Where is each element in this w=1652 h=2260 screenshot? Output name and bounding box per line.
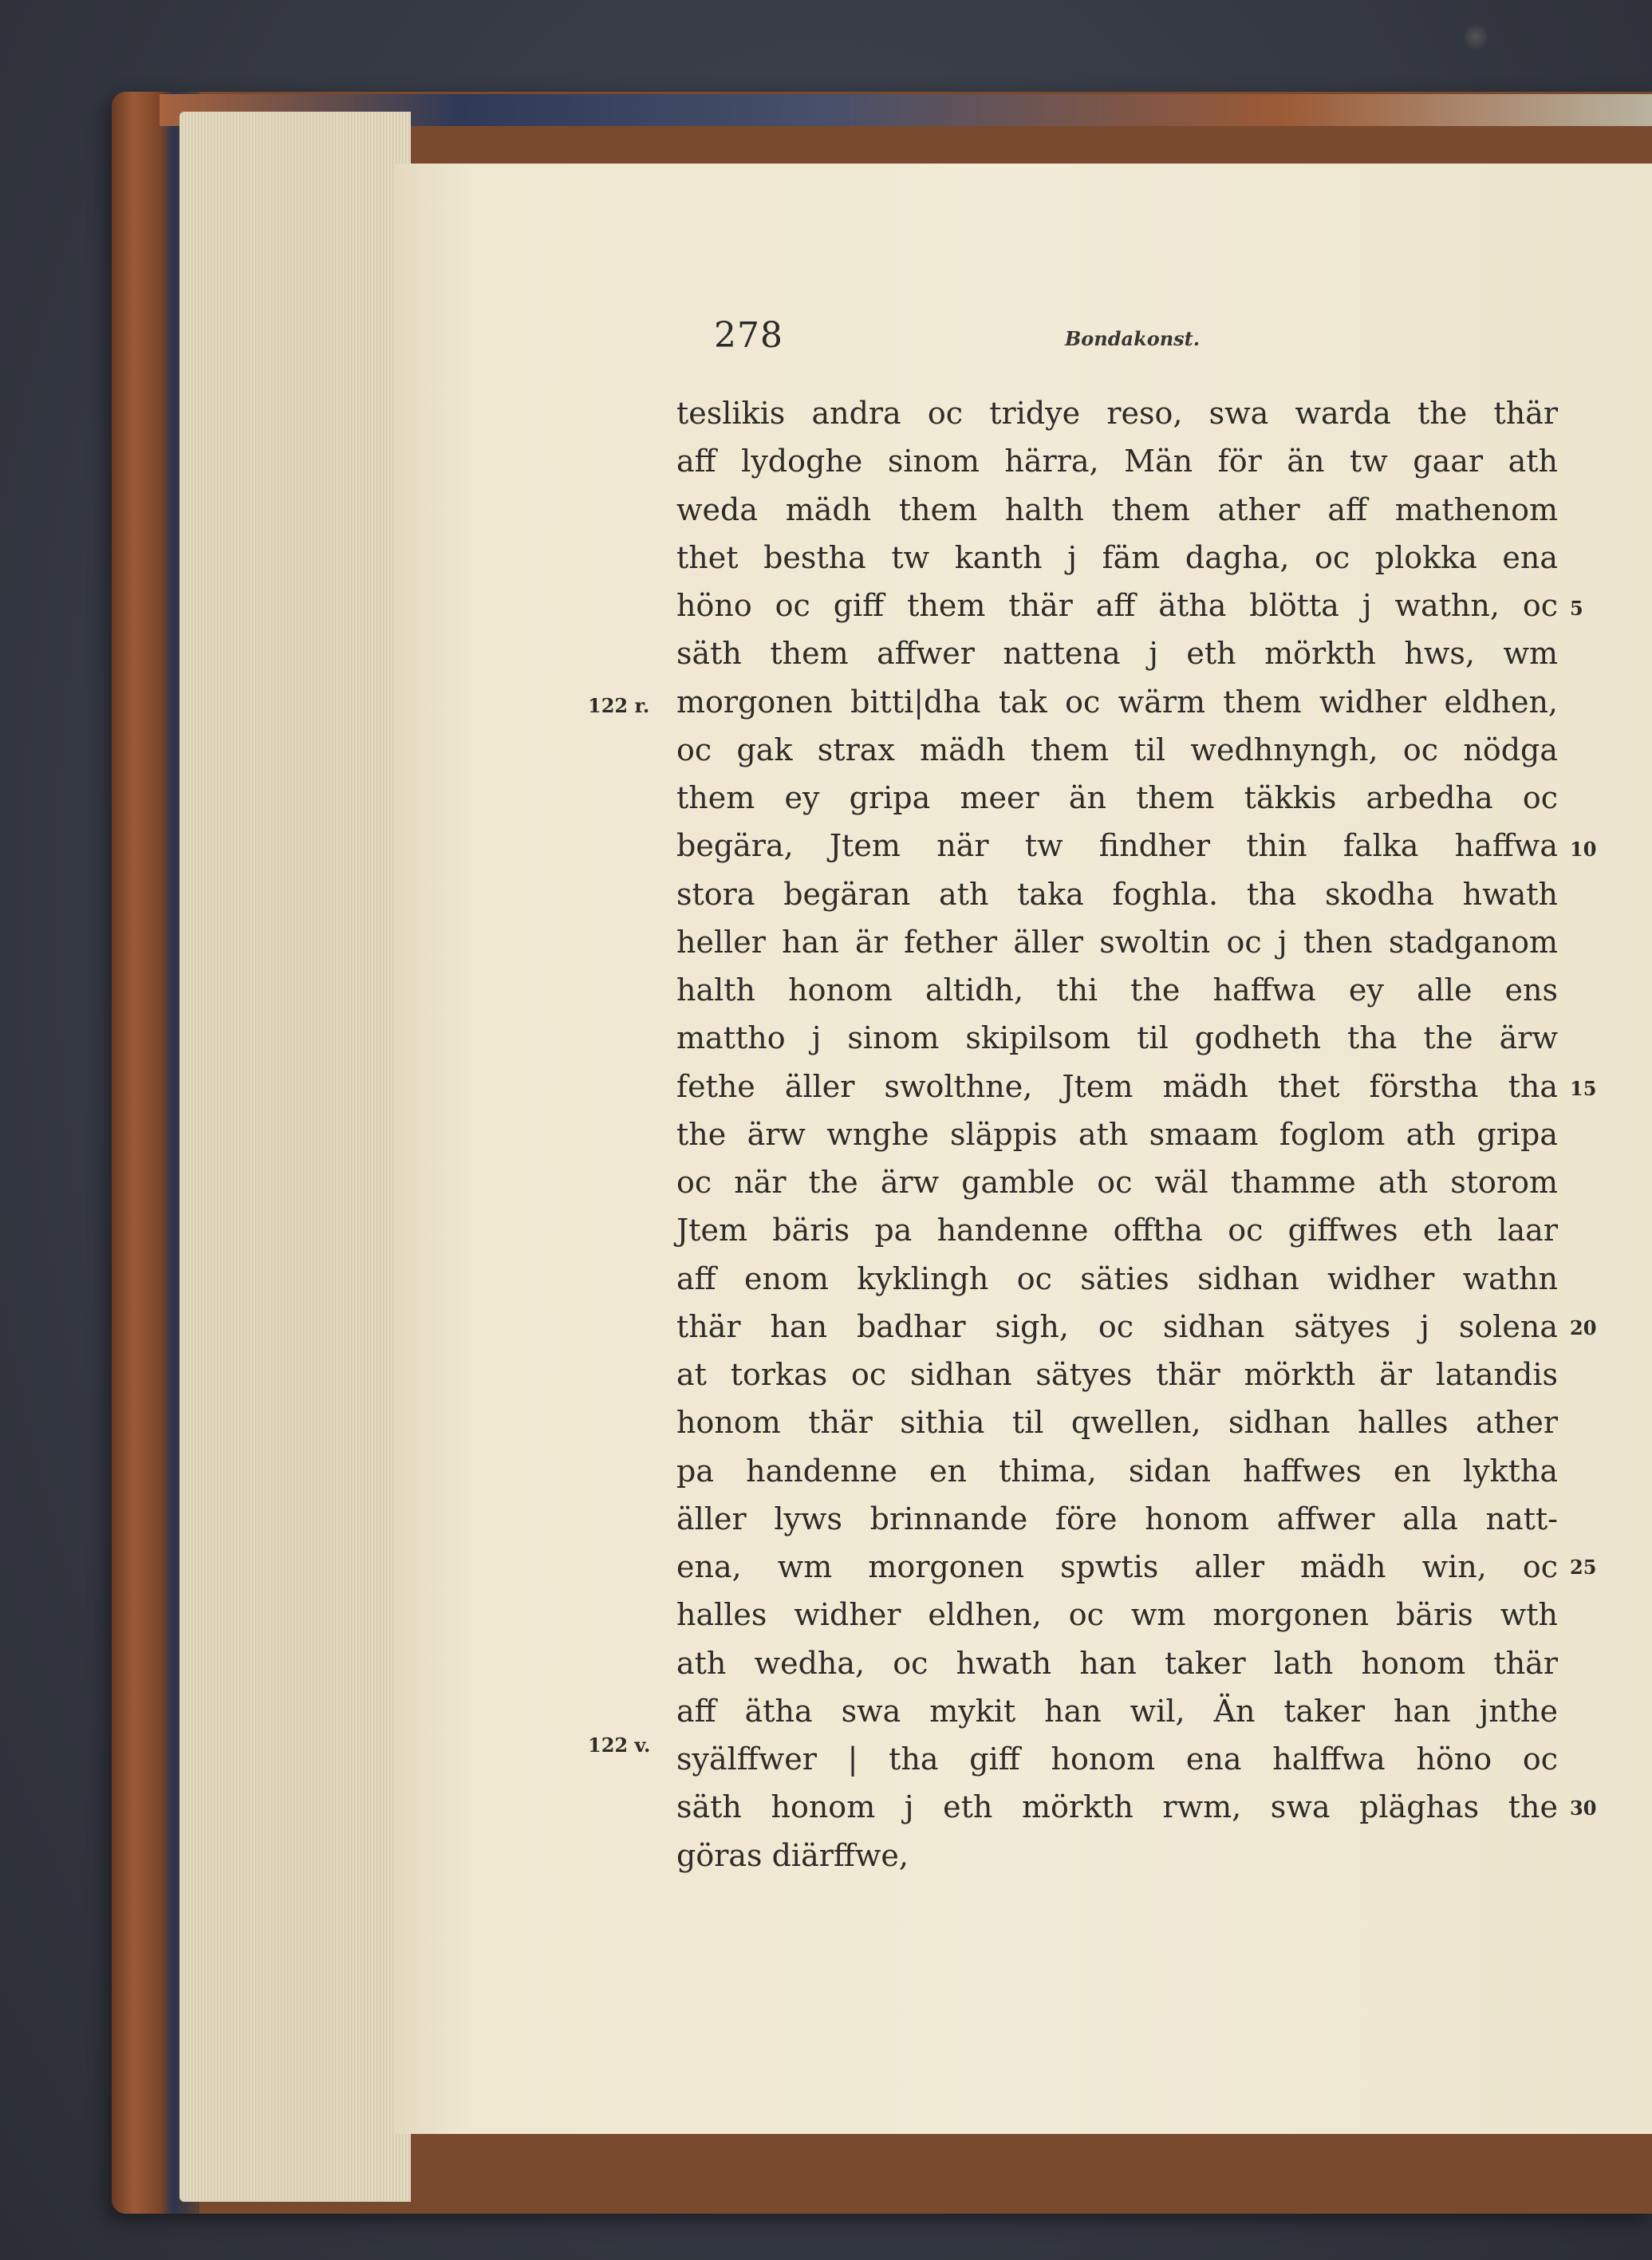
text-line: halth honom altidh, thi the haffwa ey alle ens (676, 972, 1558, 1008)
text-line: ath wedha, oc hwath han taker lath honom thär (676, 1645, 1558, 1681)
text-line: syälffwer | tha giff honom ena halffwa höno oc (676, 1741, 1558, 1777)
text-line: heller han är fether äller swoltin oc j then stadganom (676, 924, 1558, 960)
text-line: Jtem bäris pa handenne offtha oc giffwes eth laar (676, 1213, 1558, 1248)
text-line: weda mädh them halth them ather aff mathenom (676, 491, 1558, 527)
text-line: aff ätha swa mykit han wil, Än taker han jnthe (676, 1693, 1558, 1729)
text-line: honom thär sithia til qwellen, sidhan halles ather (676, 1405, 1558, 1441)
line-number: 25 (1570, 1556, 1597, 1579)
text-line: säth honom j eth mörkth rwm, swa pläghas the (676, 1789, 1558, 1825)
text-line: the ärw wnghe släppis ath smaam foglom ath gripa (676, 1116, 1558, 1152)
text-line: oc gak strax mädh them til wedhnyngh, oc nödga (676, 732, 1558, 767)
text-line: pa handenne en thima, sidan haffwes en lyktha (676, 1453, 1558, 1489)
text-line: begära, Jtem när tw findher thin falka haffwa (676, 828, 1558, 864)
text-line: mattho j sinom skipilsom til godheth tha the ärw (676, 1020, 1558, 1056)
text-line: höno oc giff them thär aff ätha blötta j wathn, oc (676, 588, 1558, 623)
text-line: stora begäran ath taka foghla. tha skodha hwath (676, 876, 1558, 912)
line-number: 30 (1570, 1797, 1597, 1820)
text-line: oc när the ärw gamble oc wäl thamme ath storom (676, 1165, 1558, 1200)
running-title: Bondakonst. (1065, 327, 1201, 350)
text-line: them ey gripa meer än them täkkis arbedha oc (676, 780, 1558, 815)
text-line: thär han badhar sigh, oc sidhan sätyes j solena (676, 1308, 1558, 1344)
body-text (676, 389, 1558, 1879)
line-number: 5 (1570, 597, 1583, 620)
page-stack-edges (179, 112, 411, 2202)
margin-folio-note: 122 v. (588, 1733, 651, 1757)
text-line: teslikis andra oc tridye reso, swa warda the thär (676, 396, 1558, 431)
text-line: aff lydoghe sinom härra, Män för än tw gaar ath (676, 444, 1558, 479)
line-number: 15 (1570, 1077, 1597, 1100)
text-line: morgonen bitti|dha tak oc wärm them widher eldhen, (676, 684, 1558, 720)
text-line: göras diärffwe, (676, 1837, 909, 1873)
page-number: 278 (714, 315, 783, 356)
margin-folio-note: 122 r. (588, 694, 650, 717)
text-line: fethe äller swolthne, Jtem mädh thet förstha tha (676, 1068, 1558, 1104)
text-line: at torkas oc sidhan sätyes thär mörkth är latandis (676, 1357, 1558, 1392)
text-line: aff enom kyklingh oc säties sidhan widher wathn (676, 1260, 1558, 1296)
text-line: ena, wm morgonen spwtis aller mädh win, oc (676, 1549, 1558, 1584)
line-number: 10 (1570, 838, 1597, 861)
text-line: äller lyws brinnande före honom affwer alla natt- (676, 1501, 1558, 1536)
text-line: halles widher eldhen, oc wm morgonen bäris wth (676, 1597, 1558, 1633)
line-number: 20 (1570, 1316, 1597, 1339)
scanner-mark (1465, 21, 1487, 53)
text-line: säth them affwer nattena j eth mörkth hws, wm (676, 636, 1558, 672)
text-line: thet bestha tw kanth j fäm dagha, oc plokka ena (676, 539, 1558, 575)
